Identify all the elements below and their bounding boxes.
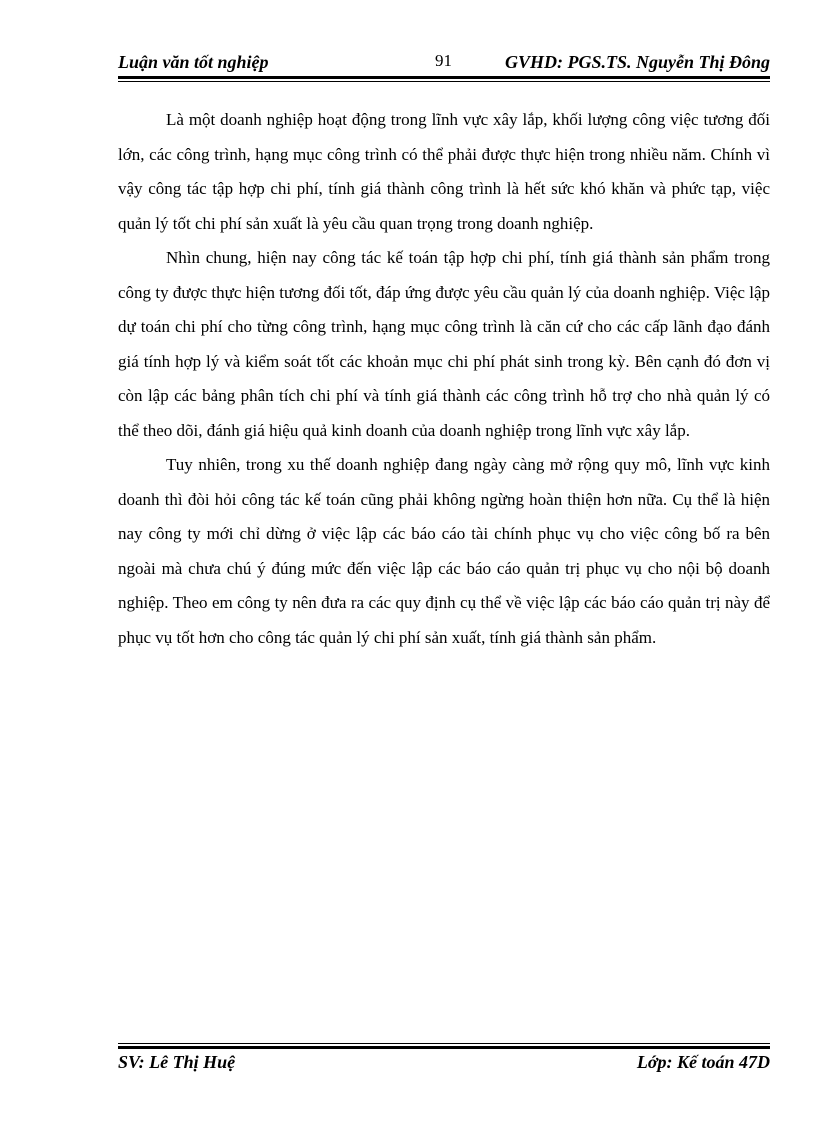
page-footer (118, 1052, 770, 1076)
footer-rule-thick (118, 1046, 770, 1049)
student-name: SV: Lê Thị Huệ (118, 1052, 236, 1072)
footer-rule-thin (118, 1043, 770, 1044)
header-rule-thin (118, 81, 770, 82)
page-number: 91 (435, 51, 452, 70)
paragraph-1: Là một doanh nghiệp hoạt động trong lĩnh vực xây lắp, khối lượng công việc tương đối lớn, các công trình, hạng mục công trình có thể phải được thực hiện trong nhiều năm. Chính vì vậy công tác tập hợp chi phí, tính giá thành công trình là hết sức khó khăn và phức tạp, việc quản lý tốt chi phí sản xuất là yêu cầu quan trọng trong doanh nghiệp. (118, 110, 770, 233)
supervisor-name: GVHD: PGS.TS. Nguyễn Thị Đông (504, 52, 770, 72)
paragraph-3: Tuy nhiên, trong xu thế doanh nghiệp đang ngày càng mở rộng quy mô, lĩnh vực kinh doanh thì đòi hỏi công tác kế toán cũng phải không ngừng hoàn thiện hơn nữa. Cụ thể là hiện nay công ty mới chỉ dừng ở việc lập các báo cáo tài chính phục vụ cho việc công bố ra bên ngoài mà chưa chú ý đúng mức đến việc lập các báo cáo quản trị phục vụ cho nội bộ doanh nghiệp. Theo em công ty nên đưa ra các quy định cụ thể về việc lập các báo cáo quản trị này để phục vụ tốt hơn cho công tác quản lý chi phí sản xuất, tính giá thành sản phẩm. (118, 455, 770, 647)
page-header (118, 52, 770, 76)
paragraph-2: Nhìn chung, hiện nay công tác kế toán tập hợp chi phí, tính giá thành sản phẩm trong công ty được thực hiện tương đối tốt, đáp ứng được yêu cầu quản lý của doanh nghiệp. Việc lập dự toán chi phí cho từng công trình, hạng mục công trình là căn cứ cho các cấp lãnh đạo đánh giá tính hợp lý và kiểm soát tốt các khoản mục chi phí phát sinh trong kỳ. Bên cạnh đó đơn vị còn lập các bảng phân tích chi phí và tính giá thành các công trình hỗ trợ cho nhà quản lý có thể theo dõi, đánh giá hiệu quả kinh doanh của doanh nghiệp trong lĩnh vực xây lắp. (118, 248, 770, 440)
header-rule-thick (118, 76, 770, 79)
thesis-title: Luận văn tốt nghiệp (118, 52, 269, 72)
document-body (118, 103, 770, 655)
class-name: Lớp: Kế toán 47D (636, 1052, 770, 1072)
